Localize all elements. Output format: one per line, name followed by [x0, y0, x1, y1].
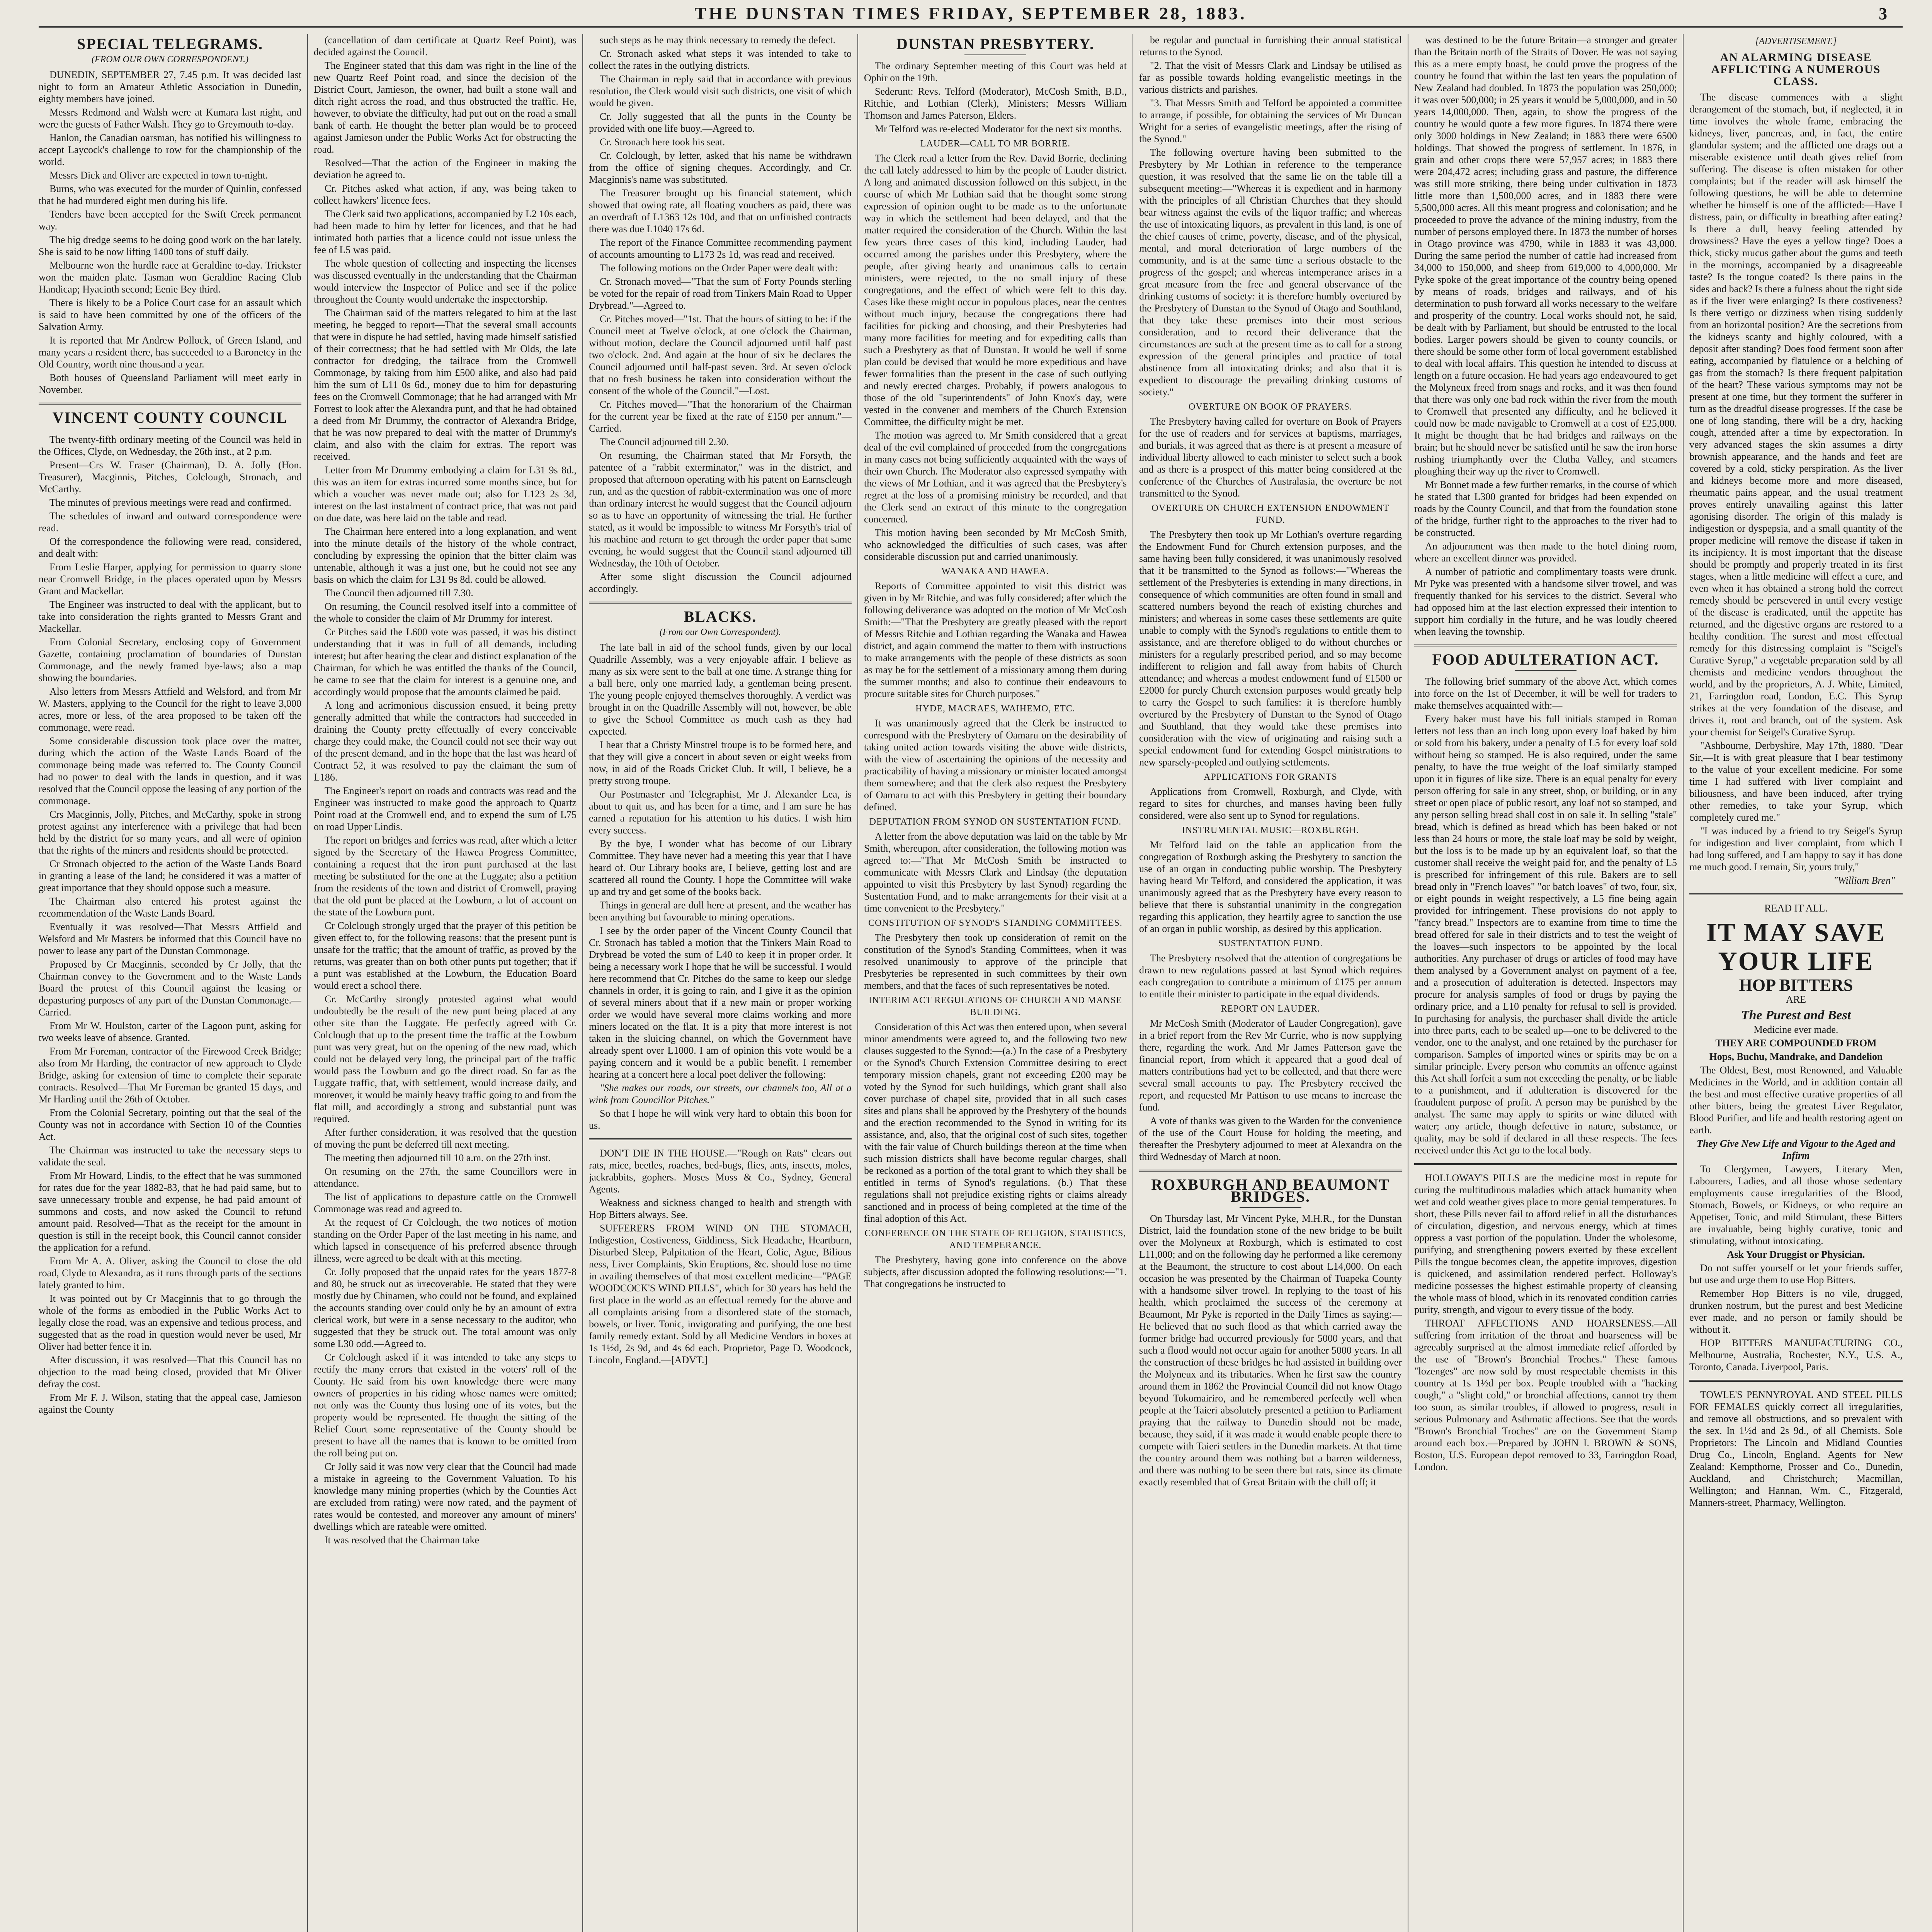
subsection-heading: APPLICATIONS FOR GRANTS [1204, 772, 1337, 782]
paragraph: Some considerable discussion took place over the matter, during which the action of the Waste Lands Board of the commonage being made was referred to. The County Council had no power to deal with the lands in question, and it was resolved that the Council oppose the leasing of any portion of the commonage. [39, 735, 301, 806]
paragraph: Present—Crs W. Fraser (Chairman), D. A. Jolly (Hon. Treasurer), Macginnis, Pitches, Colclough, Stronach, and McCarthy. [39, 459, 301, 495]
paragraph: It was pointed out by Cr Macginnis that to go through the whole of the forms as embodied in the Public Works Act to legally close the road, was an expensive and tedious process, and suggested that as the road in question would never be used, Mr Oliver had better fence it in. [39, 1293, 301, 1352]
paragraph: From the Colonial Secretary, pointing out that the seal of the County was not in accordance with Section 10 of the Counties Act. [39, 1107, 301, 1142]
paragraph: So that I hope he will wink very hard to obtain this boon for us. [589, 1108, 852, 1131]
ad-product: HOP BITTERS [1739, 976, 1853, 995]
paragraph: Cr. McCarthy strongly protested against what would undoubtedly be the result of the new punt being placed at any other site than the Luggate. He perfectly agreed with Cr. Colclough that up to the present time the traffic at the Lowburn punt was very great, but on the opening of the new road, which could not be delayed very long, the principal part of the traffic would pass the Lowburn and go the direct road. So far as the Luggate traffic, that, with settlement, would increase daily, and moreover, it would be mainly heavy traffic going to and from the flat mill, and accordingly a strong and substantial punt was required. [314, 993, 577, 1124]
column-6 [1414, 34, 1677, 1932]
advertisement: TOWLE'S PENNYROYAL AND STEEL PILLS FOR FEMALES quickly correct all irregularities, and remove all obstructions, and so prevalent with the sex. In 1½d and 2s 9d., of all Chemists. Sole Proprietors: The Lincoln and Midland Counties Drug Co., Lincoln, England. Agents for New Zealand: Kempthorne, Prosser and Co., Dunedin, Auckland, and Christchurch; Macmillan, Wellington; and Hannan, Wm. C., Fitzgerald, Manners-street, Pharmacy, Wellington. [1689, 1389, 1903, 1508]
paragraph: A number of patriotic and complimentary toasts were drunk. Mr Pyke was presented with a handsome silver trowel, and was frequently thanked for his services to the district. Several who had opposed him at the last election expressed their intention to support him cordially in the future, and he was loudly cheered when leaving the township. [1414, 566, 1677, 637]
testimonial: "I was induced by a friend to try Seigel's Syrup for indigestion and liver complaint, from which I had long suffered, and I am happy to say it has done me much good. I remain, Sir, yours truly," [1689, 825, 1903, 872]
paragraph: Both houses of Queensland Parliament will meet early in November. [39, 372, 301, 395]
divider [1240, 1207, 1301, 1208]
paragraph: The twenty-fifth ordinary meeting of the Council was held in the Offices, Clyde, on Wednesday, the 26th inst., at 2 p.m. [39, 434, 301, 457]
paragraph: The Engineer stated that this dam was right in the line of the new Quartz Reef Point road, and since the decision of the District Court, Jamieson, the owner, had built a stone wall and ditch right across the road, and thus obstructed the traffic. He, however, to obviate the difficulty, had put out on the road a small bank of earth. He thought the better plan would be to proceed against Jamieson under the Public Works Act for obstructing the road. [314, 60, 577, 155]
column-5 [1139, 34, 1402, 1932]
paragraph: The Presbytery resolved that the attention of congregations be drawn to new regulations passed at last Synod which requires each congregation to contribute a minimum of £175 per annum to entitle their minister to participate in the equal dividends. [1139, 952, 1402, 1000]
paragraph: (cancellation of dam certificate at Quartz Reef Point), was decided against the Council. [314, 34, 577, 58]
divider [1689, 893, 1903, 895]
paragraph: After further consideration, it was resolved that the question of moving the punt be deferred till next meeting. [314, 1127, 577, 1150]
section-heading: ROXBURGH AND BEAUMONT BRIDGES. [1151, 1176, 1390, 1205]
paragraph: The ordinary September meeting of this Court was held at Ophir on the 19th. [864, 60, 1127, 83]
paragraph: After some slight discussion the Council adjourned accordingly. [589, 571, 852, 594]
advertisement: SUFFERERS FROM WIND ON THE STOMACH, Indigestion, Costiveness, Giddiness, Sick Headache, Heartburn, Disturbed Sleep, Palpitation of the Heart, Colic, Ague, Bilious ness, Liver Complaints, Skin Eruptions, &c. should lose no time in availing themselves of that most excellent medicine—"PAGE WOODCOCK'S WIND PILLS", which for 30 years has held the first place in the world as an effectual remedy for the above and all complaints arising from a disordered state of the stomach, bowels, or liver. Tonic, invigorating and purifying, the one best family remedy extant. Sold by all Medicine Vendors in boxes at 1s 1½d, 2s 9d, and 4s 6d each. Proprietor, Page D. Woodcock, Lincoln, England.—[ADVT.] [589, 1223, 852, 1366]
subsection-heading: WANAKA AND HAWEA. [941, 566, 1049, 577]
paragraph: Sederunt: Revs. Telford (Moderator), McCosh Smith, B.D., Ritchie, and Lothian (Clerk), Ministers; Messrs William Thomson and James Paterson, Elders. [864, 86, 1127, 121]
paragraph: I see by the order paper of the Vincent County Council that Cr. Stronach has tabled a motion that the Tinkers Main Road to Drybread be voted the sum of L40 to keep it in proper order. It being a necessary work I hope that he will be successful. I would here recommend that Cr. Pitches do the same to keep our sledge channels in order, it is going to rain, and I give it as the opinion of several miners about that if a new main or proper working order we would have several more claims working and more miners located on the flat. It is a pity that more interest is not taken in the sluicing channel, on which the Government have already spent over L1000. I am of opinion this vote would be a paying concern and it would be a public benefit. I remember hearing at a concert here a local poet deliver the following: [589, 925, 852, 1080]
column-rule [857, 34, 858, 1932]
column-3 [589, 34, 852, 1932]
paragraph: The Engineer was instructed to deal with the applicant, but to take into consideration the rights granted to Messrs Grant and Mackellar. [39, 599, 301, 634]
paragraph: Resolved—That the action of the Engineer in making the deviation be agreed to. [314, 157, 577, 180]
paragraph: It is reported that Mr Andrew Pollock, of Green Island, and many years a resident there, has succeeded to a Baronetcy in the Old Country, worth nine thousand a year. [39, 335, 301, 370]
paragraph: A letter from the above deputation was laid on the table by Mr Smith, whereupon, after consideration, the following motion was agreed to:—"That Mr McCosh Smith be instructed to communicate with Messrs Clark and Lindsay (the deputation appointed to visit this Presbytery by last Synod) regarding the Sustentation Fund, and to make arrangements for their visit at a time convenient to the Presbytery." [864, 831, 1127, 914]
paragraph: Reports of Committee appointed to visit this district was given in by Mr Ritchie, and was fully considered; after which the following deliverance was adopted on the motion of Mr McCosh Smith:—"That the Presbytery are greatly pleased with the report of Messrs Ritchie and Lothian regarding the Wanaka and Hawea district, and again commend the matter to them with instructions to make arrangements with the people of these districts as soon as may be for the settlement of a missionary among them during the summer months; and also to continue their endeavours to procure suitable sites for Church purposes." [864, 580, 1127, 699]
subsection-heading: OVERTURE ON BOOK OF PRAYERS. [1189, 402, 1352, 412]
advertisement: THROAT AFFECTIONS AND HOARSENESS.—All suffering from irritation of the throat and hoarseness will be agreeably surprised at the almost immediate relief afforded by the use of "Brown's Bronchial Troches." These famous "lozenges" are now sold by most respectable chemists in this country at 1s 1½d per box. People troubled with a "hacking cough," a "slight cold," or bronchial affections, cannot try them too soon, as similar troubles, if allowed to progress, result in serious Pulmonary and Asthmatic affections. See that the words "Brown's Bronchial Troches" are on the Government Stamp around each box.—Prepared by JOHN I. BROWN & SONS, Boston, U.S. European depot removed to 33, Farringdon Road, London. [1414, 1318, 1677, 1473]
paragraph: This motion having been seconded by Mr McCosh Smith, who acknowledged the difficulties of such cases, was after considerable discussion put and carried unanimously. [864, 527, 1127, 562]
divider [1689, 1380, 1903, 1382]
ad-headline: IT MAY SAVE YOUR LIFE [1706, 918, 1886, 976]
quote: "She makes our roads, our streets, our channels too, All at a wink from Councillor Pitches." [589, 1082, 852, 1105]
paragraph: The following brief summary of the above Act, which comes into force on the 1st of December, it will be well for traders to make themselves acquainted with:— [1414, 676, 1677, 711]
section-heading: FOOD ADULTERATION ACT. [1432, 651, 1659, 668]
subsection-heading: HYDE, MACRAES, WAIHEMO, ETC. [915, 704, 1075, 714]
paragraph: Also letters from Messrs Attfield and Welsford, and from Mr W. Masters, applying to the Council for the right to leave 3,000 acres, more or less, of the area proposed to be taken off the commonage, were read. [39, 686, 301, 733]
paragraph: "2. That the visit of Messrs Clark and Lindsay be utilised as far as possible towards holding evangelistic meetings in the various districts and parishes. [1139, 60, 1402, 95]
paragraph: Cr. Pitches asked what action, if any, was being taken to collect hawkers' licence fees. [314, 183, 577, 206]
column-7 [1689, 34, 1903, 1932]
paragraph: was destined to be the future Britain—a stronger and greater than the Britain north of the Straits of Dover. He was not saying this as a mere empty boast, he could prove the progress of the country he found that within the last ten years the population of New Zealand had doubled. In 1873 the population was 250,000; it was over 500,000; in 25 years it would be 5,000,000, and in 50 years 14,000,000. Then, again, to show the progress of the country he would quote a few more figures. In 1874 there were only 3000 holdings in New Zealand; in 1883 there were 6500 holdings. That showed the progress of settlement. In 1876, in grain and other crops there were 57,957 acres; in 1883 there were 204,472 acres; including grass and pasture, the difference was still more striking, there being under cultivation in 1873 little more than 1,500,000 acres, and in 1883 there were 5,500,000 acres. All this meant progress and colonisation; and he proceeded to prove the advance of the mining industry, from the number of persons employed there. In 1873 the number of horses in Otago province was 4790, while in 1883 it was 43,000. During the same period the number of cattle had increased from 34,000 to 150,000, and sheep from 619,000 to 4,000,000. Mr Pyke spoke of the great importance of the country being opened by means of roads, bridges and railways, and of his determination to push forward all works necessary to the welfare and prosperity of the country. Local works should not, he said, be dealt with by Parliament, but should be entrusted to the local bodies. Larger powers should be given to county councils, or there should be some other form of local government established to deal with local affairs. This question he intended to discuss at length on a future occasion. He had years ago endeavoured to get the Molyneux freed from snags and rocks, and it was then found that there was only one bad rock within the river from the mouth to Cromwell that presented any difficulty, and he believed it could now be made navigable to Cromwell at a cost of £25,000. It might be thought that he had bridges and railways on the brain; but he should never be satisfied until he saw the iron horse rushing triumphantly over the Clutha Valley, and steamers ploughing their way up the river to Cromwell. [1414, 34, 1677, 477]
paragraph: From Mr F. J. Wilson, stating that the appeal case, Jamieson against the County [39, 1392, 301, 1415]
subsection-heading: INSTRUMENTAL MUSIC—ROXBURGH. [1182, 825, 1359, 835]
paragraph: Cr. Stronach here took his seat. [600, 136, 725, 148]
column-rule [1683, 34, 1684, 1932]
paragraph: Of the correspondence the following were read, considered, and dealt with: [39, 536, 301, 559]
paragraph: From Colonial Secretary, enclosing copy of Government Gazette, containing proclamation of boundaries of Dunstan Commonage, and the newly framed bye-laws; also a map showing the boundaries. [39, 636, 301, 684]
paragraph: Cr. Colclough, by letter, asked that his name be withdrawn from the office of signing cheques. Accordingly, and Cr. Macginnis's name was substituted. [589, 150, 852, 185]
subsection-heading: CONFERENCE ON THE STATE OF RELIGION, STATISTICS, AND TEMPERANCE. [864, 1228, 1126, 1250]
paragraph: The Presbytery then took up Mr Lothian's overture regarding the Endowment Fund for Church extension purposes, and the same having been fully considered, it was unanimously resolved that it be transmitted to the Synod as follows:—"Whereas the settlement of the Presbyteries is extending in many directions, in consequence of which communities are often found in small and scattered numbers beyond the reach of existing churches and ministers; and whereas in some cases these settlements are quite unable to comply with the Synod's regulations to entitle them to assistance, and are therefore obliged to do without churches or ministers for a regularly prescribed period, and so may become indifferent to religion and fall away from habits of Church attendance; and whereas a modest endowment fund of £1500 or £2000 for purely Church extension purposes would greatly help to carry the Gospel to such families: it is therefore humbly overtured by the Presbytery of Dunstan to the Synod of Otago and Southland, that they would take these premises into consideration with the view of originating and raising such a special endowment fund for extending Gospel ministrations to new sparsely-peopled and outlying settlements. [1139, 529, 1402, 768]
paragraph: Crs Macginnis, Jolly, Pitches, and McCarthy, spoke in strong protest against any interference with a privilege that had been held by the district for so many years, and all were of opinion that the rights of the miners and residents should be protected. [39, 809, 301, 856]
paragraph: Cr. Pitches moved—"1st. That the hours of sitting to be: if the Council meet at Twelve o'clock, at one o'clock the Chairman, without motion, declare the Council adjourned until half past two o'clock. 2nd. And again at the hour of six he declares the Council adjourned until half-past seven. 3rd. At seven o'clock that no fresh business be taken into consideration without the consent of the whole of the Council."—Lost. [589, 313, 852, 396]
subsection-heading: INTERIM ACT REGULATIONS OF CHURCH AND MANSE BUILDING. [869, 995, 1122, 1017]
paragraph: I hear that a Christy Minstrel troupe is to be formed here, and that they will give a concert in about seven or eight weeks from now, in aid of the Roads Cricket Club. It will, I believe, be a pretty strong troupe. [589, 739, 852, 786]
divider [1414, 645, 1677, 646]
paragraph: Burns, who was executed for the murder of Quinlin, confessed that he had murdered eight men during his life. [39, 183, 301, 206]
paragraph: After discussion, it was resolved—That this Council has no objection to the road being closed, provided that Mr Oliver defray the cost. [39, 1354, 301, 1389]
paragraph: Mr Bonnet made a few further remarks, in the course of which he stated that L300 granted for bridges had been expended on roads by the County Council, and that from the foundation stone of the bridge, further right to the approaches to the river had to be constructed. [1414, 479, 1677, 538]
paragraph: The big dredge seems to be doing good work on the bar lately. She is said to be now lifting 1400 tons of stuff daily. [39, 234, 301, 257]
advertisement: HOP BITTERS MANUFACTURING CO., Melbourne, Australia, Rochester, N.Y., U.S. A., Toronto, Canada. Liverpool, Paris. [1689, 1337, 1903, 1372]
ad-slogan: The Purest and Best [1741, 1008, 1851, 1022]
advertisement-label: [ADVERTISEMENT.] [1755, 36, 1837, 46]
signature: "William Bren" [1833, 875, 1895, 886]
divider [1139, 1170, 1402, 1172]
paragraph: The Clerk said two applications, accompanied by L2 10s each, had been made to him by letter for licences, and that he had intimated both parties that a licence could not issue unless the fee of L5 was paid. [314, 208, 577, 255]
column-4 [864, 34, 1127, 1932]
column-rule [307, 34, 308, 1932]
subsection-heading: LAUDER—CALL TO MR BORRIE. [920, 139, 1071, 149]
paragraph: On resuming on the 27th, the same Councillors were in attendance. [314, 1166, 577, 1189]
paragraph: The Chairman in reply said that in accordance with previous resolution, the Clerk would visit such districts, one visit of which would be given. [589, 73, 852, 109]
advertisement: Remember Hop Bitters is no vile, drugged, drunken nostrum, but the purest and best Medicine ever made, and no person or family should be without it. [1689, 1288, 1903, 1335]
paragraph: Messrs Redmond and Walsh were at Kumara last night, and were the guests of Father Walsh. They go to Greymouth to-day. [39, 107, 301, 130]
subsection-heading: REPORT ON LAUDER. [1221, 1004, 1320, 1014]
divider [964, 54, 1026, 55]
paragraph: A long and acrimonious discussion ensued, it being pretty generally admitted that while the contractors had succeeded in draining the County pretty effectually of every conceivable charge they could make, the Council could not see their way out of the present demand, and in the hope that the last was heard of Contract 52, it was resolved to pay the claimant the sum of L186. [314, 700, 577, 783]
paragraph: The Chairman also entered his protest against the recommendation of the Waste Lands Board. [39, 896, 301, 919]
paragraph: On resuming, the Chairman stated that Mr Forsyth, the patentee of a "rabbit exterminator," was in the district, and proposed that afternoon operating with his patent on Earnscleugh run, and as the question of rabbit-extermination was one of more than ordinary interest he would suggest that the Council adjourn so as to have an opportunity of witnessing the trial. He further stated, as it would be impossible to witness Mr Forsyth's trial of his machine and return to get through the order paper that same evening, he would suggest that the Council stand adjourned till Wednesday, the 10th of October. [589, 450, 852, 569]
paragraph: From Mr Howard, Lindis, to the effect that he was summoned for rates due for the year 1882-83, that he had paid same, but to save unnecessary trouble and expense, he had paid amount of summons and costs, and now asked the Council to refund amount paid. Resolved—That as the receipt for the amount in question is still in the receipt book, this Council cannot consider the application for a refund. [39, 1170, 301, 1253]
page-number: 3 [1879, 4, 1887, 23]
divider [589, 602, 852, 604]
paragraph: Cr Jolly said it was now very clear that the Council had made a mistake in agreeing to the Government Valuation. To his knowledge many mining properties (which by the Counties Act are excluded from rating) were now rated, and the payment of rates would be contested, and moreover any amount of miners' dwellings which are rateable were omitted. [314, 1461, 577, 1532]
subsection-heading: OVERTURE ON CHURCH EXTENSION ENDOWMENT FUND. [1151, 503, 1389, 525]
paragraph: such steps as he may think necessary to remedy the defect. [600, 34, 836, 46]
paragraph: Messrs Dick and Oliver are expected in town to-night. [49, 170, 268, 181]
paragraph: Things in general are dull here at present, and the weather has been anything but favourable to mining operations. [589, 900, 852, 923]
paragraph: Mr McCosh Smith (Moderator of Lauder Congregation), gave in a brief report from the Rev Mr Currie, who is now supplying there, regarding the work. And Mr James Patterson gave the financial report, from which it appeared that a good deal of matters contributions had yet to be collected, and that there were several small accounts to pay. The Presbytery received the report, and requested Mr Pattison to use means to increase the fund. [1139, 1018, 1402, 1113]
paragraph: At the request of Cr Colclough, the two notices of motion standing on the Order Paper of the last meeting in his name, and which lapsed in consequence of his preferred absence through illness, were agreed to be dealt with at this meeting. [314, 1217, 577, 1264]
column-1 [39, 34, 301, 1932]
paragraph: On resuming, the Council resolved itself into a committee of the whole to consider the claim of Mr Drummy for interest. [314, 601, 577, 624]
ad-text: They Give New Life and Vigour to the Aged and Infirm [1697, 1138, 1895, 1161]
paragraph: The Presbytery then took up consideration of remit on the constitution of the Synod's Standing Committees, when it was resolved unanimously to approve of the principle that Presbyteries be represented in such committees by their own members, and that the faces of such representatives be noted. [864, 932, 1127, 991]
subsection-heading: SUSTENTATION FUND. [1218, 939, 1323, 949]
column-2 [314, 34, 577, 1932]
masthead-title: THE DUNSTAN TIMES FRIDAY, SEPTEMBER 28, 1883. [694, 3, 1247, 23]
advertisement: The Oldest, Best, most Renowned, and Valuable Medicines in the World, and in addition contain all the best and most effective curative properties of all other bitters, being the greatest Liver Regulator, Blood Purifier, and life and health restoring agent on earth. [1689, 1065, 1903, 1136]
paragraph: On Thursday last, Mr Vincent Pyke, M.H.R., for the Dunstan District, laid the foundation stone of the new bridge to be built over the Molyneux at Roxburgh, which is estimated to cost L11,000; and on the following day he performed a like ceremony at the Beaumont, the structure to cost about L14,000. On each occasion he was presented by the Chairman of Tuapeka County with a handsome silver trowel. In replying to the toast of his health, which proclaimed the success of the ceremony at Beaumont, Mr Pyke is reported in the Daily Times as saying:—He believed that no such flood as that which carried away the former bridge had occurred previously for 5000 years, and that such a flood would not occur again for another 5000 years. In all the construction of these bridges he had assisted in building over the Molyneux and its tributaries. When he first saw the country around them in 1862 the Provincial Council did not know Otago beyond Tokomairiro, and he remembered perfectly well when people at the Taieri absolutely presented a petition to Parliament praying that the railway to Dunedin should not be made, because, they said, if it was made it would enable people there to compete with Taieri settlers in the Dunedin markets. At that time the country around them was nothing but a barren wilderness, and there was nothing to be seen there but rats, since its climate exactly resembled that of Great Britain with the chill off; it [1139, 1213, 1402, 1488]
paragraph: Proposed by Cr Macginnis, seconded by Cr Jolly, that the Chairman convey to the Government and to the Waste Lands Board the protest of this Council against the leasing or depasturing purposes of any part of the Dunstan Commonage.—Carried. [39, 959, 301, 1018]
advertisement-heading: AN ALARMING DISEASE AFFLICTING A NUMEROUS CLASS. [1711, 51, 1881, 88]
paragraph: "3. That Messrs Smith and Telford be appointed a committee to arrange, if possible, for obtaining the services of Mr Duncan Wright for a series of evangelistic meetings, after the rising of the Synod." [1139, 97, 1402, 145]
divider [589, 1138, 852, 1140]
paragraph: The report on bridges and ferries was read, after which a letter signed by the Secretary of the Hawea Progress Committee, containing a request that the iron punt purchased at the last meeting be substituted for the one at the Luggate; also a petition from the residents of the town and district of Cromwell, praying that the old punt be placed at the Lowburn, a lot of account on the state of the Lowburn punt. [314, 835, 577, 918]
paragraph: The list of applications to depasture cattle on the Cromwell Commonage was read and agreed to. [314, 1191, 577, 1214]
advertisement: Weakness and sickness changed to health and strength with Hop Bitters always. See. [589, 1197, 852, 1220]
section-heading: SPECIAL TELEGRAMS. [77, 35, 264, 53]
advertisement: DON'T DIE IN THE HOUSE.—"Rough on Rats" clears out rats, mice, beetles, roaches, bed-bugs, flies, ants, insects, moles, jackrabbits, gophers. Moses Moss & Co., Sydney, General Agents. [589, 1148, 852, 1195]
paragraph: The Treasurer brought up his financial statement, which showed that owing rate, all floating vouchers as paid, there was an overdraft of L1363 12s 10d, and that on unfinished contracts there was due L1040 17s 6d. [589, 187, 852, 235]
paragraph: Letter from Mr Drummy embodying a claim for L31 9s 8d., this was an item for extras incurred some months since, but for which a voucher was never made out; also for L123 2s 3d, interest on the last instalment of contract price, that was not paid on due date, was here laid on the table and read. [314, 464, 577, 524]
paragraph: The following motions on the Order Paper were dealt with: [600, 262, 838, 274]
advertisement: Do not suffer yourself or let your friends suffer, but use and urge them to use Hop Bitters. [1689, 1262, 1903, 1286]
paragraph: Cr. Stronach moved—"That the sum of Forty Pounds sterling be voted for the repair of road from Tinkers Main Road to Upper Drybread."—Agreed to. [589, 276, 852, 311]
paragraph: The whole question of collecting and inspecting the licenses was discussed eventually in the understanding that the Chairman would interview the Inspector of Police and see if the police throughout the County would undertake the inspectorship. [314, 258, 577, 305]
paragraph: Every baker must have his full initials stamped in Roman letters not less than an inch long upon every loaf baked by him or sold from his bakery, under a penalty of L5 for every loaf sold without being so stamped. He is also required, under the same penalty, to have the true weight of the loaf similarly stamped upon it in figures of like size. There is an equal penalty for every person offering for sale in any street, shop, or building, or in any street or open place of public resort, any loaf not so stamped, and any person selling bread shall cost in on sale it. In selling "stale" bread, which is defined as bread which has been baked or not less than 24 hours or more, the stale loaf may be sold by weight, but the loss is to be made up by an equivalent loaf, so that the customer shall receive the weight paid for, and the penalty of L5 is prescribed for infringement of this rule. Bakers are to sell bread only in "French loaves" "or batch loaves" of two, four, six, or eight pounds in weight respectively, a L5 fine being again provided for infringement. These provisions do not apply to "fancy bread." Inspectors are to examine from time to time the bread offered for sale in their districts and to test the weight of the loaves—such inspectors to be appointed by the local authorities. Any purchaser of drugs or articles of food may have them analysed by a Government analyst on payment of a fee, and a prosecution of adulteration is detected. Inspectors may procure for analysis samples of food or drugs by paying the ordinary price, and a L10 penalty for refusal to sell is provided. In purchasing for analysis, the purchaser shall divide the article into three parts, each to be sealed up—one to be delivered to the vendor, one to the analyst, and one retained by the purchaser for comparison. Samples of imported wines or spirits may be on a similar principle. Every person who commits an offence against this Act shall forfeit a sum not exceeding the penalty, or be liable to a punishment, and if adulteration is discovered for the fraudulent purpose of profit. A person may be punished by the analyst. The same may apply to spirits or wine diluted with water; any article, though defective in nature, substance, or quality, may be sold if declared in all these respects. The fees received under this Act go to the local body. [1414, 713, 1677, 1156]
paragraph: The minutes of previous meetings were read and confirmed. [49, 497, 291, 508]
paragraph: The Chairman was instructed to take the necessary steps to validate the seal. [39, 1145, 301, 1168]
paragraph: From Mr Foreman, contractor of the Firewood Creek Bridge; also from Mr Harding, the contractor of new approach to Clyde Bridge, asking for extension of time to complete their separate contracts. Resolved—That Mr Foreman be granted 15 days, and Mr Harding until the 26th of October. [39, 1046, 301, 1105]
paragraph: It was resolved that the Chairman take [325, 1534, 479, 1546]
advertisement: HOLLOWAY'S PILLS are the medicine most in repute for curing the multitudinous maladies which attack humanity when wet and cold weather gives place to more genial temperatures. In short, these Pills never fail to afford relief in all the disturbances of circulation, digestion, and nervous energy, which at times oppress a vast portion of the population. Under the wholesome, purifying, and strengthening powers exerted by these excellent Pills the tongue becomes clean, the appetite improves, digestion is quickened, and assimilation rendered perfect. Holloway's medicine possesses the highest estimable property of cleansing the whole mass of blood, which in its renovated condition carries purity, strength, and vigour to every tissue of the body. [1414, 1172, 1677, 1315]
subsection-heading: CONSTITUTION OF SYNOD'S STANDING COMMITTEES. [868, 918, 1122, 928]
paragraph: The late ball in aid of the school funds, given by our local Quadrille Assembly, was a very enjoyable affair. I believe as many as six were sent to the ball at one time. A strange thing for a ball here, only one married lady, a gentleman being present. The young people enjoyed themselves thoroughly. A verdict was brought in on the Quadrille Assembly will not, however, be able to give the School Committee as much cash as they had expected. [589, 642, 852, 737]
paragraph: It was unanimously agreed that the Clerk be instructed to correspond with the Presbytery of Oamaru on the desirability of taking united action towards visiting the above wide districts, with the view of ascertaining the opinions of the necessity and practicability of having a missionary or minister located amongst them somewhere; and that the clerk also request the Presbytery of Oamaru to act with this Presbytery in getting their boundary defined. [864, 718, 1127, 813]
testimonial: "Ashbourne, Derbyshire, May 17th, 1880. "Dear Sir,—It is with great pleasure that I bear testimony to the value of your excellent medicine. For some time I had suffered with liver complaint and biliousness, and have been induced, after trying other remedies, to take your Syrup, which completely cured me." [1689, 740, 1903, 823]
subsection-heading: DEPUTATION FROM SYNOD ON SUSTENTATION FUND. [869, 817, 1122, 827]
paragraph: The report of the Finance Committee recommending payment of accounts amounting to L173 2s 1d, was read and received. [589, 237, 852, 260]
paragraph: Mr Telford laid on the table an application from the congregation of Roxburgh asking the Presbytery to sanction the use of an organ in conducting public worship. The Presbytery having heard Mr Telford, and considered the application, it was unanimously agreed that as the Presbytery have every reason to believe that there is substantial unanimity in the congregation regarding this application, they heartily agree to sanction the use of an organ in public worship, as desired by this application. [1139, 839, 1402, 934]
paragraph: Cr Colclough asked if it was intended to take any steps to rectify the many errors that existed in the voters' roll of the County. He said from his own knowledge there were many owners of properties in his riding whose names were omitted; not only was the County thus losing one of its votes, but the property would be represented. He thought the sitting of the Relief Court some representative of the County should be present to have all the names that is known to be omitted from the roll being put on. [314, 1352, 577, 1459]
paragraph: Consideration of this Act was then entered upon, when several minor amendments were agreed to, and the following two new clauses suggested to the Synod:—(a.) In the case of a Presbytery or the Synod's Church Extension Committee desiring to erect temporary mission chapels, grant not exceeding £200 may be voted by the Synod for such buildings, which grant shall also cover purchase of chapel site, provided that in all such cases sites and plans shall be approved by the Presbytery of the bounds and the erection recommended to the Synod in writing for its assistance, and, also, that the original cost of such sites, together with the fair value of Church buildings thereon at the time when such mission districts shall have become regular charges, shall be reckoned as a portion of the total grant to which they shall be entitled in terms of Synod's regulations. (b.) That these regulations shall not prejudice existing rights or claims already sanctioned and in process of being completed at the time of the final adoption of this Act. [864, 1021, 1127, 1224]
paragraph: Cr Colclough strongly urged that the prayer of this petition be given effect to, for the following reasons: that the present punt is unsafe for the traffic; that the amount of traffic, as proved by the returns, was greater than on both other punts put together; that if a punt was established at the Lowburn, the Education Board would erect a school there. [314, 920, 577, 991]
paragraph: An adjournment was then made to the hotel dining room, where an excellent dinner was provided. [1414, 541, 1677, 564]
paragraph: Cr. Jolly proposed that the unpaid rates for the years 1877-8 and 80, be struck out as irrecoverable. He stated that they were mostly due by Chinamen, who could not be found, and explained the accounts standing over could only be by an amount of extra clerical work, but were in a sense necessary to the auditor, who suggested that they be struck out. The total amount was only some L30 odd.—Agreed to. [314, 1266, 577, 1349]
paragraph: Cr. Jolly suggested that all the punts in the County be provided with one life buoy.—Agreed to. [589, 111, 852, 134]
paragraph: The Chairman said of the matters relegated to him at the last meeting, he begged to report—That the several small accounts that were in dispute he had settled, having made himself satisfied of their correctness; that he had settled with Mr Olds, the late contractor for dredging, the tailrace from the Cromwell Commonage, by taking from him £500 alike, and also had paid him the sum of L11 0s 6d., money due to him for depasturing fees on the Cromwell Commonage; that he had arranged with Mr Forrest to look after the Alexandra punt, and that he had obtained a deed from Mr Drummy, the contractor of Alexandra Bridge, that he was now prepared to deal with the matter of Drummy's claim, and also with the claim for extras. The report was received. [314, 307, 577, 462]
paragraph: The Chairman here entered into a long explanation, and went into the minute details of the history of the whole contract, concluding by expressing the opinion that the bitter claim was untenable, although it was a just one, but he could not see any basis on which the claim for L31 9s 8d. could be allowed. [314, 526, 577, 585]
paragraph: The Presbytery, having gone into conference on the above subjects, after discussion adopted the following resolutions:—"1. That congregations be instructed to [864, 1254, 1127, 1289]
paragraph: The Engineer's report on roads and contracts was read and the Engineer was instructed to make good the approach to Quartz Point road at the Cromwell end, and to expend the sum of L75 on road Upper Lindis. [314, 785, 577, 832]
paragraph: The Council adjourned till 2.30. [600, 436, 729, 447]
section-subheading: (FROM OUR OWN CORRESPONDENT.) [91, 54, 249, 65]
paragraph: From Mr W. Houlston, carter of the Lagoon punt, asking for two weeks leave of absence. Granted. [39, 1020, 301, 1043]
divider [39, 403, 301, 405]
paragraph: By the bye, I wonder what has become of our Library Committee. They have never had a meeting this year that I have heard of. Our Library books are, I believe, getting lost and are scattered all round the County. I hope the Committee will wake up and try and get some of the books back. [589, 838, 852, 897]
paragraph: The Council then adjourned till 7.30. [325, 587, 473, 599]
divider [1414, 1163, 1677, 1165]
paragraph: A vote of thanks was given to the Warden for the convenience of the use of the Court House for holding the meeting, and thereafter the Presbytery adjourned to meet at Alexandra on the third Wednesday of March at noon. [1139, 1115, 1402, 1162]
paragraph: Cr. Stronach asked what steps it was intended to take to collect the rates in the outlying districts. [589, 48, 852, 71]
paragraph: DUNEDIN, SEPTEMBER 27, 7.45 p.m. It was decided last night to form an Amateur Athletic Association in Dunedin, eighty members have joined. [39, 69, 301, 104]
paragraph: Mr Telford was re-elected Moderator for the next six months. [875, 123, 1122, 134]
section-heading: DUNSTAN PRESBYTERY. [896, 35, 1095, 53]
section-subheading: (From our Own Correspondent). [659, 627, 781, 637]
paragraph: Tenders have been accepted for the Swift Creek permanent way. [39, 209, 301, 232]
paragraph: Cr Stronach objected to the action of the Waste Lands Board in granting a lease of the land; he considered it was a matter of great importance that they should oppose such a measure. [39, 858, 301, 893]
section-heading: BLACKS. [684, 608, 757, 625]
paragraph: The following overture having been submitted to the Presbytery by Mr Lothian in reference to the temperance question, it was resolved that the same lie on the table till a subsequent meeting:—"Whereas it is expedient and in harmony with the principles of all Christian Churches that they should bear witness against the evils of the liquor traffic; and whereas the use of intoxicating liquors, as prevalent in this land, is one of the chief causes of crime, poverty, disease, and of the physical, mental, and moral deterioration of large numbers of the community, and is at the same time a serious obstacle to the progress of the gospel; and whereas intemperance arises in a great measure from the free and general observance of the drinking customs of society: it is therefore humbly overtured by the Presbytery of Dunstan to the Synod of Otago and Southland, that they take these premises into their most serious consideration, and to record their deliverance that the circumstances are such at the present time as to call for a strong expression of the general principles and practice of total abstinence from all intoxicating drinks; and also that it is expedient to discourage the prevailing drinking customs of society." [1139, 147, 1402, 398]
paragraph: Cr Pitches said the L600 vote was passed, it was his distinct understanding that it was in full of all demands, including interest; but after hearing the clear and distinct explanation of the Chairman, for which he was entitled the thanks of the Council, he came to see that the claim for interest is a genuine one, and accordingly would propose that the amounts claimed be paid. [314, 626, 577, 697]
paragraph: Applications from Cromwell, Roxburgh, and Clyde, with regard to sites for churches, and manses having been fully considered, were also sent up to Synod for regulations. [1139, 786, 1402, 821]
section-heading: VINCENT COUNTY COUNCIL [52, 409, 288, 426]
paragraph: The schedules of inward and outward correspondence were read. [39, 510, 301, 534]
paragraph: Our Postmaster and Telegraphist, Mr J. Alexander Lea, is about to quit us, and has been for a time, and I am sure he has earned a reputation for his attention to his duties. I wish him every success. [589, 789, 852, 836]
paragraph: be regular and punctual in furnishing their annual statistical returns to the Synod. [1139, 34, 1402, 58]
paragraph: Melbourne won the hurdle race at Geraldine to-day. Trickster won the maiden plate. Tasman won Geraldine Racing Club Handicap; Hyacinth second; Eenie Bey third. [39, 260, 301, 295]
column-rule [582, 34, 583, 1932]
paragraph: Cr. Pitches moved—"That the honorarium of the Chairman for the current year be fixed at the rate of £150 per annum."—Carried. [589, 399, 852, 434]
masthead-rule [39, 26, 1903, 28]
ad-kicker: READ IT ALL. [1764, 903, 1828, 914]
paragraph: From Mr A. A. Oliver, asking the Council to close the old road, Clyde to Alexandra, as it runs through parts of the sections lately granted to him. [39, 1255, 301, 1291]
ad-text: Hops, Buchu, Mandrake, and Dandelion [1709, 1051, 1883, 1062]
ad-text: Ask Your Druggist or Physician. [1727, 1249, 1865, 1260]
paragraph: From Leslie Harper, applying for permission to quarry stone near Cromwell Bridge, in the places operated upon by Messrs Grant and Mackellar. [39, 561, 301, 597]
divider [139, 428, 201, 429]
ad-text: THEY ARE COMPOUNDED FROM [1715, 1037, 1877, 1049]
advertisement: To Clergymen, Lawyers, Literary Men, Labourers, Ladies, and all those whose sedentary employments cause irregularities of the Blood, Stomach, Bowels, or Kidneys, or who require an Appetiser, Tonic, and mild Stimulant, these Bitters are invaluable, being highly curative, tonic and stimulating, without intoxicating. [1689, 1163, 1903, 1247]
paragraph: Hanlon, the Canadian oarsman, has notified his willingness to accept Laycock's challenge to row for the championship of the world. [39, 132, 301, 167]
paragraph: The Clerk read a letter from the Rev. David Borrie, declining the call lately addressed to him by the people of Lauder district. A long and animated discussion followed on this subject, in the course of which Mr Lothian said that he thought some strong expression of opinion ought to be made as to the unfortunate way in which the settlement had been delayed, and that the matter required the consideration of the Church. Within the last few years three cases of this kind, including Lauder, had occurred among the parishes under this Presbytery, where the people, after giving hearty and unanimous calls to certain ministers, were rejected, to the no small injury of these congregations, and the effect of which were felt to this day. Cases like these might occur in populous places, near the centres without much injury, because the congregations there had facilities for picking and choosing, and their Presbyteries had many more facilities for meeting and for expediting calls than such a Presbytery as that of Dunstan. It would be well if some plan could be devised that would be more expeditious and have fewer formalities than the present in the case of such outlying and newly erected charges. Probably, if powers analogous to those of the old "superintendents" of John Knox's day, were vested in the convener and members of the Church Extension Committee, the difficulty might be met. [864, 153, 1127, 427]
ad-text: Medicine ever made. [1753, 1024, 1838, 1035]
divider [1515, 670, 1577, 671]
advertisement: The disease commences with a slight derangement of the stomach, but, if neglected, it in time involves the whole frame, embracing the kidneys, liver, pancreas, and, in fact, the entire glandular system; and the afflicted one drags out a miserable existence until death gives relief from suffering. The disease is often mistaken for other complaints; but if the reader will ask himself the following questions, he will be able to determine whether he himself is one of the afflicted:—Have I distress, pain, or difficulty in breathing after eating? Is there a dull, heavy feeling attended by drowsiness? Have the eyes a yellow tinge? Does a thick, sticky mucus gather about the gums and teeth in the mornings, accompanied by a disagreeable taste? Is the tongue coated? Is there pains in the sides and back? Is there a fulness about the right side as if the liver were enlarging? Is there costiveness? Is there vertigo or dizziness when rising suddenly from an horizontal position? Are the secretions from the kidneys scanty and highly coloured, with a deposit after standing? Does food ferment soon after eating, accompanied by flatulence or a belching of gas from the stomach? Is there frequent palpitation of the heart? These various symptoms may not be present at one time, but they torment the sufferer in turn as the dreadful disease progresses. If the case be one of long standing, there will be a dry, hacking cough, attended after a time by expectoration. In very advanced stages the skin assumes a dirty brownish appearance, and the hands and feet are covered by a cold, sticky perspiration. As the liver and kidneys become more and more diseased, rheumatic pains appear, and the usual treatment proves entirely unavailing against this latter agonising disorder. The origin of this malady is indigestion or dyspepsia, and a small quantity of the proper medicine will remove the disease if taken in its incipiency. It is most important that the disease should be promptly and properly treated in its first stages, when a little medicine will effect a cure, and even when it has obtained a strong hold the correct remedy should be persevered in until every vestige of the disease is eradicated, until the appetite has returned, and the digestive organs are restored to a healthy condition. The surest and most effectual remedy for this distressing complaint is "Seigel's Curative Syrup," a vegetable preparation sold by all chemists and medicine vendors throughout the world, and by the proprietors, A. J. White, Limited, 21, Farringdon road, London, E.C. This Syrup strikes at the very foundation of the disease, and drives it, root and branch, out of the system. Ask your chemist for Seigel's Curative Syrup. [1689, 92, 1903, 738]
paragraph: The Presbytery having called for overture on Book of Prayers for the use of readers and for services at baptisms, marriages, and burials, it was agreed that as there is at present a measure of individual liberty allowed to each minister to select such a book and as there is a prospect of this matter being considered at the conference of the Churches of Australasia, the overture be not transmitted to the Synod. [1139, 416, 1402, 499]
paragraph: The meeting then adjourned till 10 a.m. on the 27th inst. [325, 1152, 551, 1163]
paragraph: Eventually it was resolved—That Messrs Attfield and Welsford and Mr Masters be informed that this Council have no power to lease any part of the Dunstan Commonage. [39, 921, 301, 956]
hop-bitters-ad [1689, 902, 1903, 1063]
ad-text: ARE [1786, 994, 1806, 1005]
paragraph: The motion was agreed to. Mr Smith considered that a great deal of the evil complained of proceeded from the congregations in many cases not being sufficiently acquainted with the ways of their own Church. The Moderator also expressed sympathy with the views of Mr Lothian, and it was agreed that the Presbytery's regret at the loss of a promising ministry be recorded, and that the Clerk send an extract of this minute to the congregation concerned. [864, 430, 1127, 525]
paragraph: There is likely to be a Police Court case for an assault which is said to have been committed by one of the officers of the Salvation Army. [39, 297, 301, 332]
